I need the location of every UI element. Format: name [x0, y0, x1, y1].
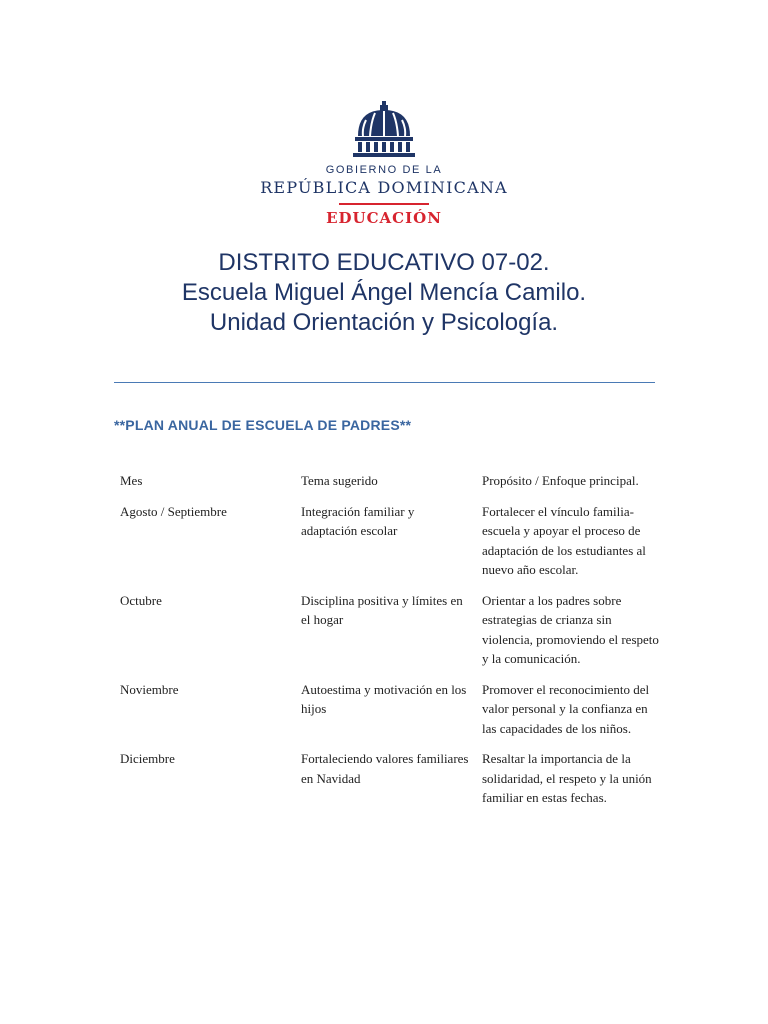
logo-text-educacion: EDUCACIÓN	[326, 209, 442, 227]
government-logo	[0, 100, 768, 227]
heading-district: DISTRITO EDUCATIVO 07-02.	[218, 249, 550, 276]
table-row	[120, 591, 660, 669]
plan-title: **PLAN ANUAL DE ESCUELA DE PADRES**	[114, 417, 412, 433]
section-divider	[114, 382, 655, 383]
logo-text-gobierno: GOBIERNO DE LA	[325, 164, 443, 176]
heading-school: Escuela Miguel Ángel Mencía Camilo.	[181, 279, 587, 306]
plan-table	[120, 471, 660, 808]
cell-proposito: Fortalecer el vínculo familia-escuela y apoyar el proceso de adaptación de los estudiantes al nuevo año escolar.	[482, 503, 646, 577]
logo-text-republica: REPÚBLICA DOMINICANA	[260, 178, 508, 197]
cell-proposito: Promover el reconocimiento del valor personal y la confianza en las capacidades de los niños.	[482, 681, 650, 736]
cell-mes: Octubre	[120, 592, 162, 608]
cell-mes: Noviembre	[120, 681, 179, 697]
cell-tema: Fortaleciendo valores familiares en Navidad	[301, 751, 469, 786]
cell-tema: Autoestima y motivación en los hijos	[301, 681, 467, 716]
cell-tema: Disciplina positiva y límites en el hogar	[301, 592, 463, 627]
logo-red-rule	[339, 203, 429, 205]
capitol-dome-icon	[353, 100, 415, 158]
document-heading	[0, 248, 768, 338]
table-row	[120, 502, 660, 580]
cell-tema: Integración familiar y adaptación escolar	[301, 503, 415, 538]
header-proposito: Propósito / Enfoque principal.	[482, 473, 639, 488]
header-mes: Mes	[120, 473, 143, 488]
heading-unit: Unidad Orientación y Psicología.	[209, 309, 559, 336]
table-row	[120, 749, 660, 808]
header-tema: Tema sugerido	[301, 473, 378, 488]
cell-proposito: Resaltar la importancia de la solidaridad, el respeto y la unión familiar en estas fechas.	[482, 751, 652, 805]
cell-mes: Agosto / Septiembre	[120, 503, 227, 519]
cell-proposito: Orientar a los padres sobre estrategias de crianza sin violencia, promoviendo el respeto y la comunicación.	[482, 592, 659, 666]
table-header-row	[120, 471, 660, 491]
table-row	[120, 680, 660, 739]
cell-mes: Diciembre	[120, 751, 175, 766]
